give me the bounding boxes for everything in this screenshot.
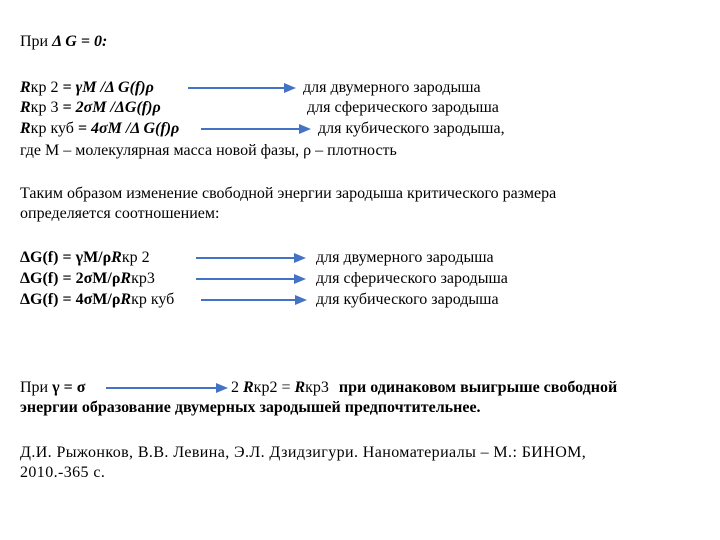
energy-row-2d: [20, 248, 150, 268]
energy-row-sphere: [20, 269, 155, 289]
reference-line-2: 2010.-365 с.: [20, 464, 106, 481]
header-prefix: При: [20, 33, 49, 50]
header-condition: Δ G = 0:: [52, 33, 108, 50]
energy-sub: кр 2: [121, 249, 150, 266]
radius-symbol: R: [20, 79, 31, 96]
energy-radius-symbol: R: [111, 249, 122, 266]
radius-desc-cube: для кубического зародыша,: [318, 120, 505, 137]
energy-sub: кр3: [131, 270, 155, 287]
paragraph-line-1: Таким образом изменение свободной энергии зародыша критического размера: [20, 185, 557, 202]
energy-row-cube: [20, 290, 174, 310]
energy-sub: кр куб: [131, 291, 175, 308]
arrow-icon: [188, 80, 298, 96]
radius-desc-2d: для двумерного зародыша: [303, 79, 481, 96]
radius-sub: кр 2: [30, 79, 59, 96]
energy-desc-2d: для двумерного зародыша: [316, 249, 494, 266]
conclusion-equation-line: [231, 378, 617, 398]
radius-desc-sphere: для сферического зародыша: [307, 99, 499, 116]
radius-symbol: R: [20, 99, 31, 116]
conclusion-eq-c: кр3: [305, 379, 329, 396]
conclusion-line-2: энергии образование двумерных зародышей предпочтительнее.: [20, 399, 481, 416]
header-line: [20, 32, 107, 52]
arrow-icon: [201, 292, 309, 308]
energy-formula: ΔG(f) = 2σM/ρ: [20, 270, 121, 287]
energy-formula: ΔG(f) = 4σM/ρ: [20, 291, 121, 308]
radius-sub: кр куб: [30, 120, 74, 137]
energy-radius-symbol: R: [120, 291, 132, 308]
conclusion-tail: при одинаковом выигрыше свободной: [338, 379, 618, 396]
energy-radius-symbol: R: [120, 270, 132, 287]
conclusion-eq-a: 2: [231, 379, 243, 396]
arrow-icon: [196, 250, 308, 266]
paragraph-line-2: определяется соотношением:: [20, 205, 220, 222]
where-line: где М – молекулярная масса новой фазы, ρ – плотность: [20, 142, 397, 159]
arrow-icon: [196, 271, 308, 287]
energy-desc-cube: для кубического зародыша: [316, 291, 499, 308]
radius-formula: = 4σM /Δ G(f)ρ: [73, 120, 180, 137]
arrow-icon: [106, 380, 230, 396]
conclusion-prefix: При: [20, 379, 49, 396]
conclusion-condition: γ = σ: [52, 379, 86, 396]
radius-row-sphere: [20, 98, 161, 118]
radius-row-2d: [20, 78, 154, 98]
radius-symbol: R: [20, 120, 31, 137]
conclusion-radius-1: R: [243, 379, 254, 396]
radius-row-cube: [20, 119, 179, 139]
conclusion-prefix-line: [20, 378, 85, 398]
conclusion-radius-2: R: [294, 379, 306, 396]
radius-formula: = 2σM /ΔG(f)ρ: [58, 99, 161, 116]
conclusion-eq-b: кр2 =: [253, 379, 295, 396]
radius-formula: = γM /Δ G(f)ρ: [58, 79, 154, 96]
reference-line-1: Д.И. Рыжонков, В.В. Левина, Э.Л. Дзидзигури. Наноматериалы – М.: БИНОМ,: [20, 444, 587, 461]
energy-formula: ΔG(f) = γM/ρ: [20, 249, 112, 266]
energy-desc-sphere: для сферического зародыша: [316, 270, 508, 287]
arrow-icon: [201, 121, 313, 137]
radius-sub: кр 3: [30, 99, 59, 116]
